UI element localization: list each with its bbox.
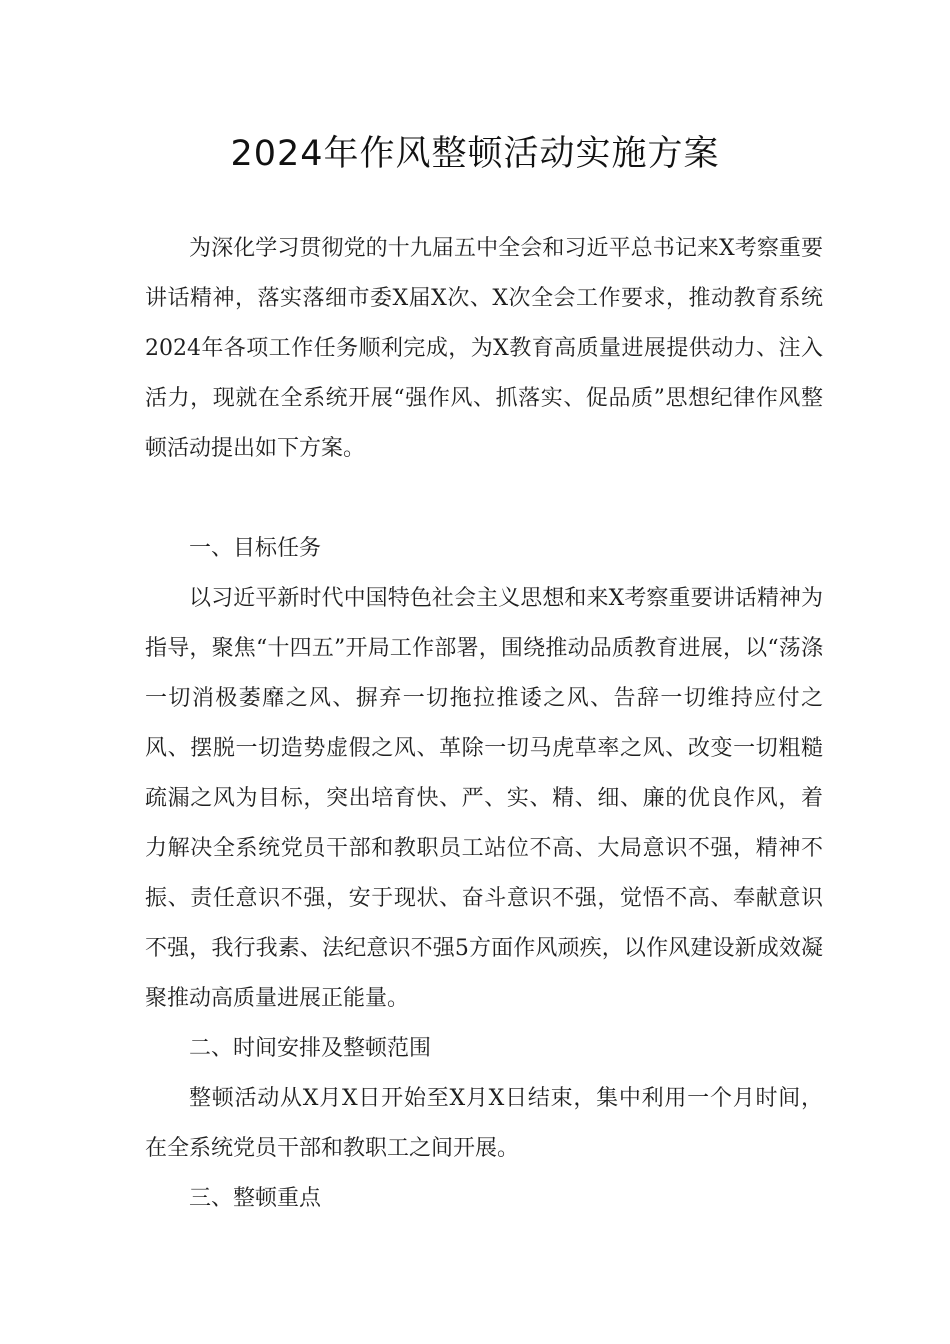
intro-paragraph: 为深化学习贯彻党的十九届五中全会和习近平总书记来X考察重要讲话精神，落实落细市委X届X次、X次全会工作要求，推动教育系统2024年各项工作任务顺利完成，为X教育高质量进展提供动力、注入活力，现就在全系统开展“强作风、抓落实、促品质”思想纪律作风整顿活动提出如下方案。	[145, 236, 823, 461]
sections-block	[145, 524, 823, 1224]
section-heading-focus: 三、整顿重点	[189, 1186, 322, 1211]
section-heading-goals: 一、目标任务	[189, 536, 322, 561]
section-text-schedule: 整顿活动从X月X日开始至X月X日结束，集中利用一个月时间，在全系统党员干部和教职工之间开展。	[145, 1086, 823, 1161]
section-text-goals: 以习近平新时代中国特色社会主义思想和来X考察重要讲话精神为指导，聚焦“十四五”开局工作部署，围绕推动品质教育进展，以“荡涤一切消极萎靡之风、摒弃一切拖拉推诿之风、告辞一切维持应付之风、摆脱一切造势虚假之风、革除一切马虎草率之风、改变一切粗糙疏漏之风为目标，突出培育快、严、实、精、细、廉的优良作风，着力解决全系统党员干部和教职员工站位不高、大局意识不强，精神不振、责任意识不强，安于现状、奋斗意识不强，觉悟不高、奉献意识不强，我行我素、法纪意识不强5方面作风顽疾，以作风建设新成效凝聚推动高质量进展正能量。	[145, 586, 823, 1011]
document-title: 2024年作风整顿活动实施方案	[230, 134, 720, 174]
section-heading-schedule: 二、时间安排及整顿范围	[189, 1036, 432, 1061]
intro-block	[145, 224, 823, 474]
